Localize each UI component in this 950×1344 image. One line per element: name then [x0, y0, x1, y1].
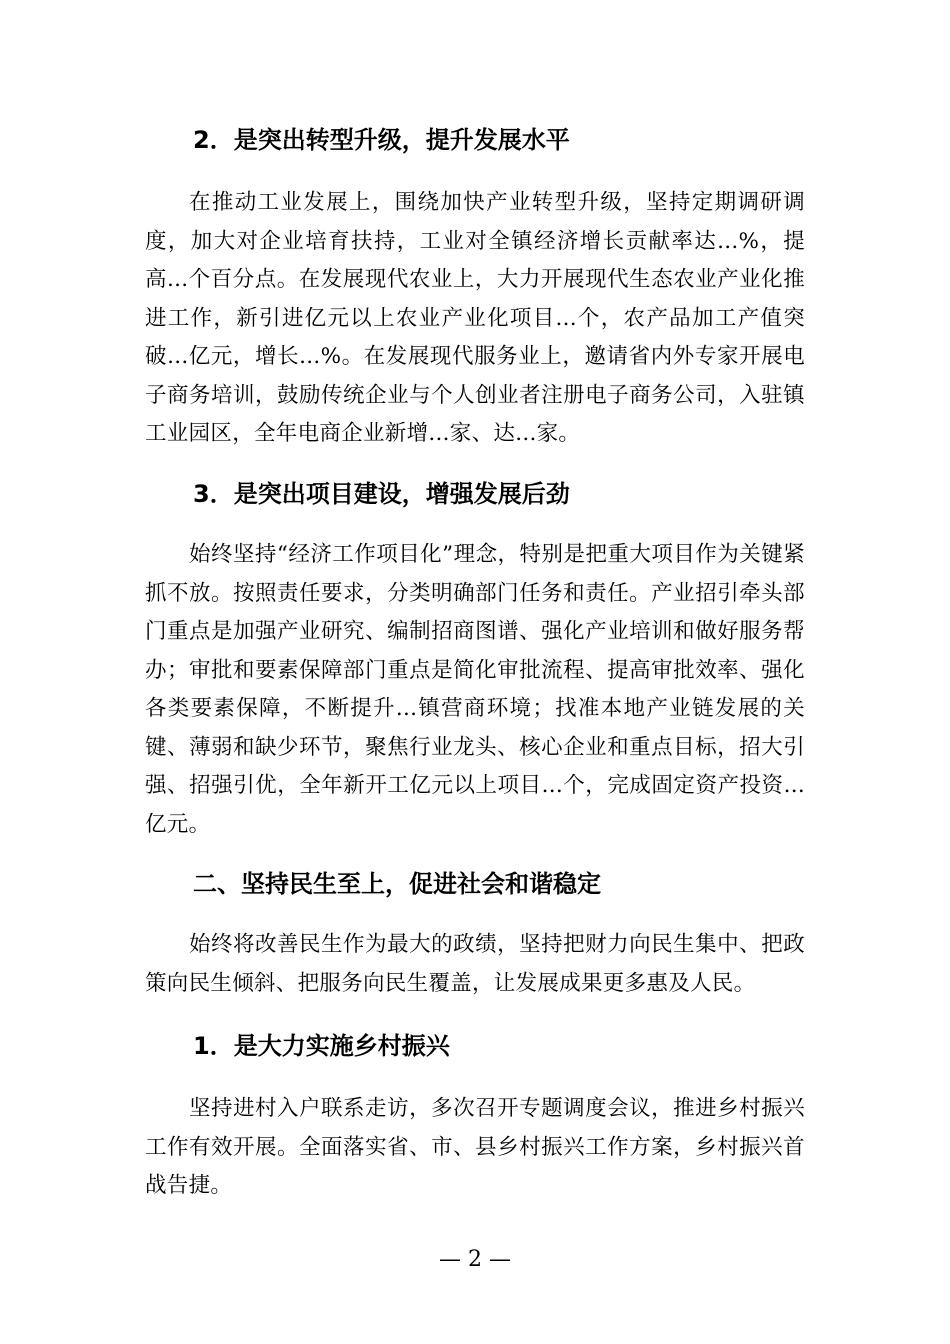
section-body-transformation: 在推动工业发展上，围绕加快产业转型升级，坚持定期调研调度，加大对企业培育扶持，工业对全镇经济增长贡献率达...%，提高...个百分点。在发展现代农业上，大力开展现代生态农业产业化推进工作，新引进亿元以上农业产业化项目...个，农产品加工产值突破...亿元，增长...%。在发展现代服务业上，邀请省内外专家开展电子商务培训，鼓励传统企业与个人创业者注册电子商务公司，入驻镇工业园区，全年电商企业新增...家、达...家。	[145, 190, 806, 446]
section-body-rural-revitalization: 坚持进村入户联系走访，多次召开专题调度会议，推进乡村振兴工作有效开展。全面落实省、市、县乡村振兴工作方案，乡村振兴首战告捷。	[145, 1096, 805, 1198]
section-heading-projects: 3．是突出项目建设，增强发展后劲	[193, 480, 570, 508]
section-heading-transformation: 2．是突出转型升级，提升发展水平	[193, 126, 570, 154]
page-number: — 2 —	[439, 1247, 511, 1272]
section-body-livelihood: 始终将改善民生作为最大的政绩，坚持把财力向民生集中、把政策向民生倾斜、把服务向民生覆盖，让发展成果更多惠及人民。	[145, 932, 805, 996]
section-body-projects: 始终坚持“经济工作项目化”理念，特别是把重大项目作为关键紧抓不放。按照责任要求，分类明确部门任务和责任。产业招引牵头部门重点是加强产业研究、编制招商图谱、强化产业培训和做好服务帮办；审批和要素保障部门重点是简化审批流程、提高审批效率、强化各类要素保障，不断提升...镇营商环境；找准本地产业链发展的关键、薄弱和缺少环节，聚焦行业龙头、核心企业和重点目标，招大引强、招强引优，全年新开工亿元以上项目...个，完成固定资产投资...亿元。	[145, 542, 805, 837]
section-heading-rural-revitalization: 1．是大力实施乡村振兴	[193, 1032, 450, 1060]
section-heading-livelihood: 二、坚持民生至上，促进社会和谐稳定	[193, 870, 601, 898]
